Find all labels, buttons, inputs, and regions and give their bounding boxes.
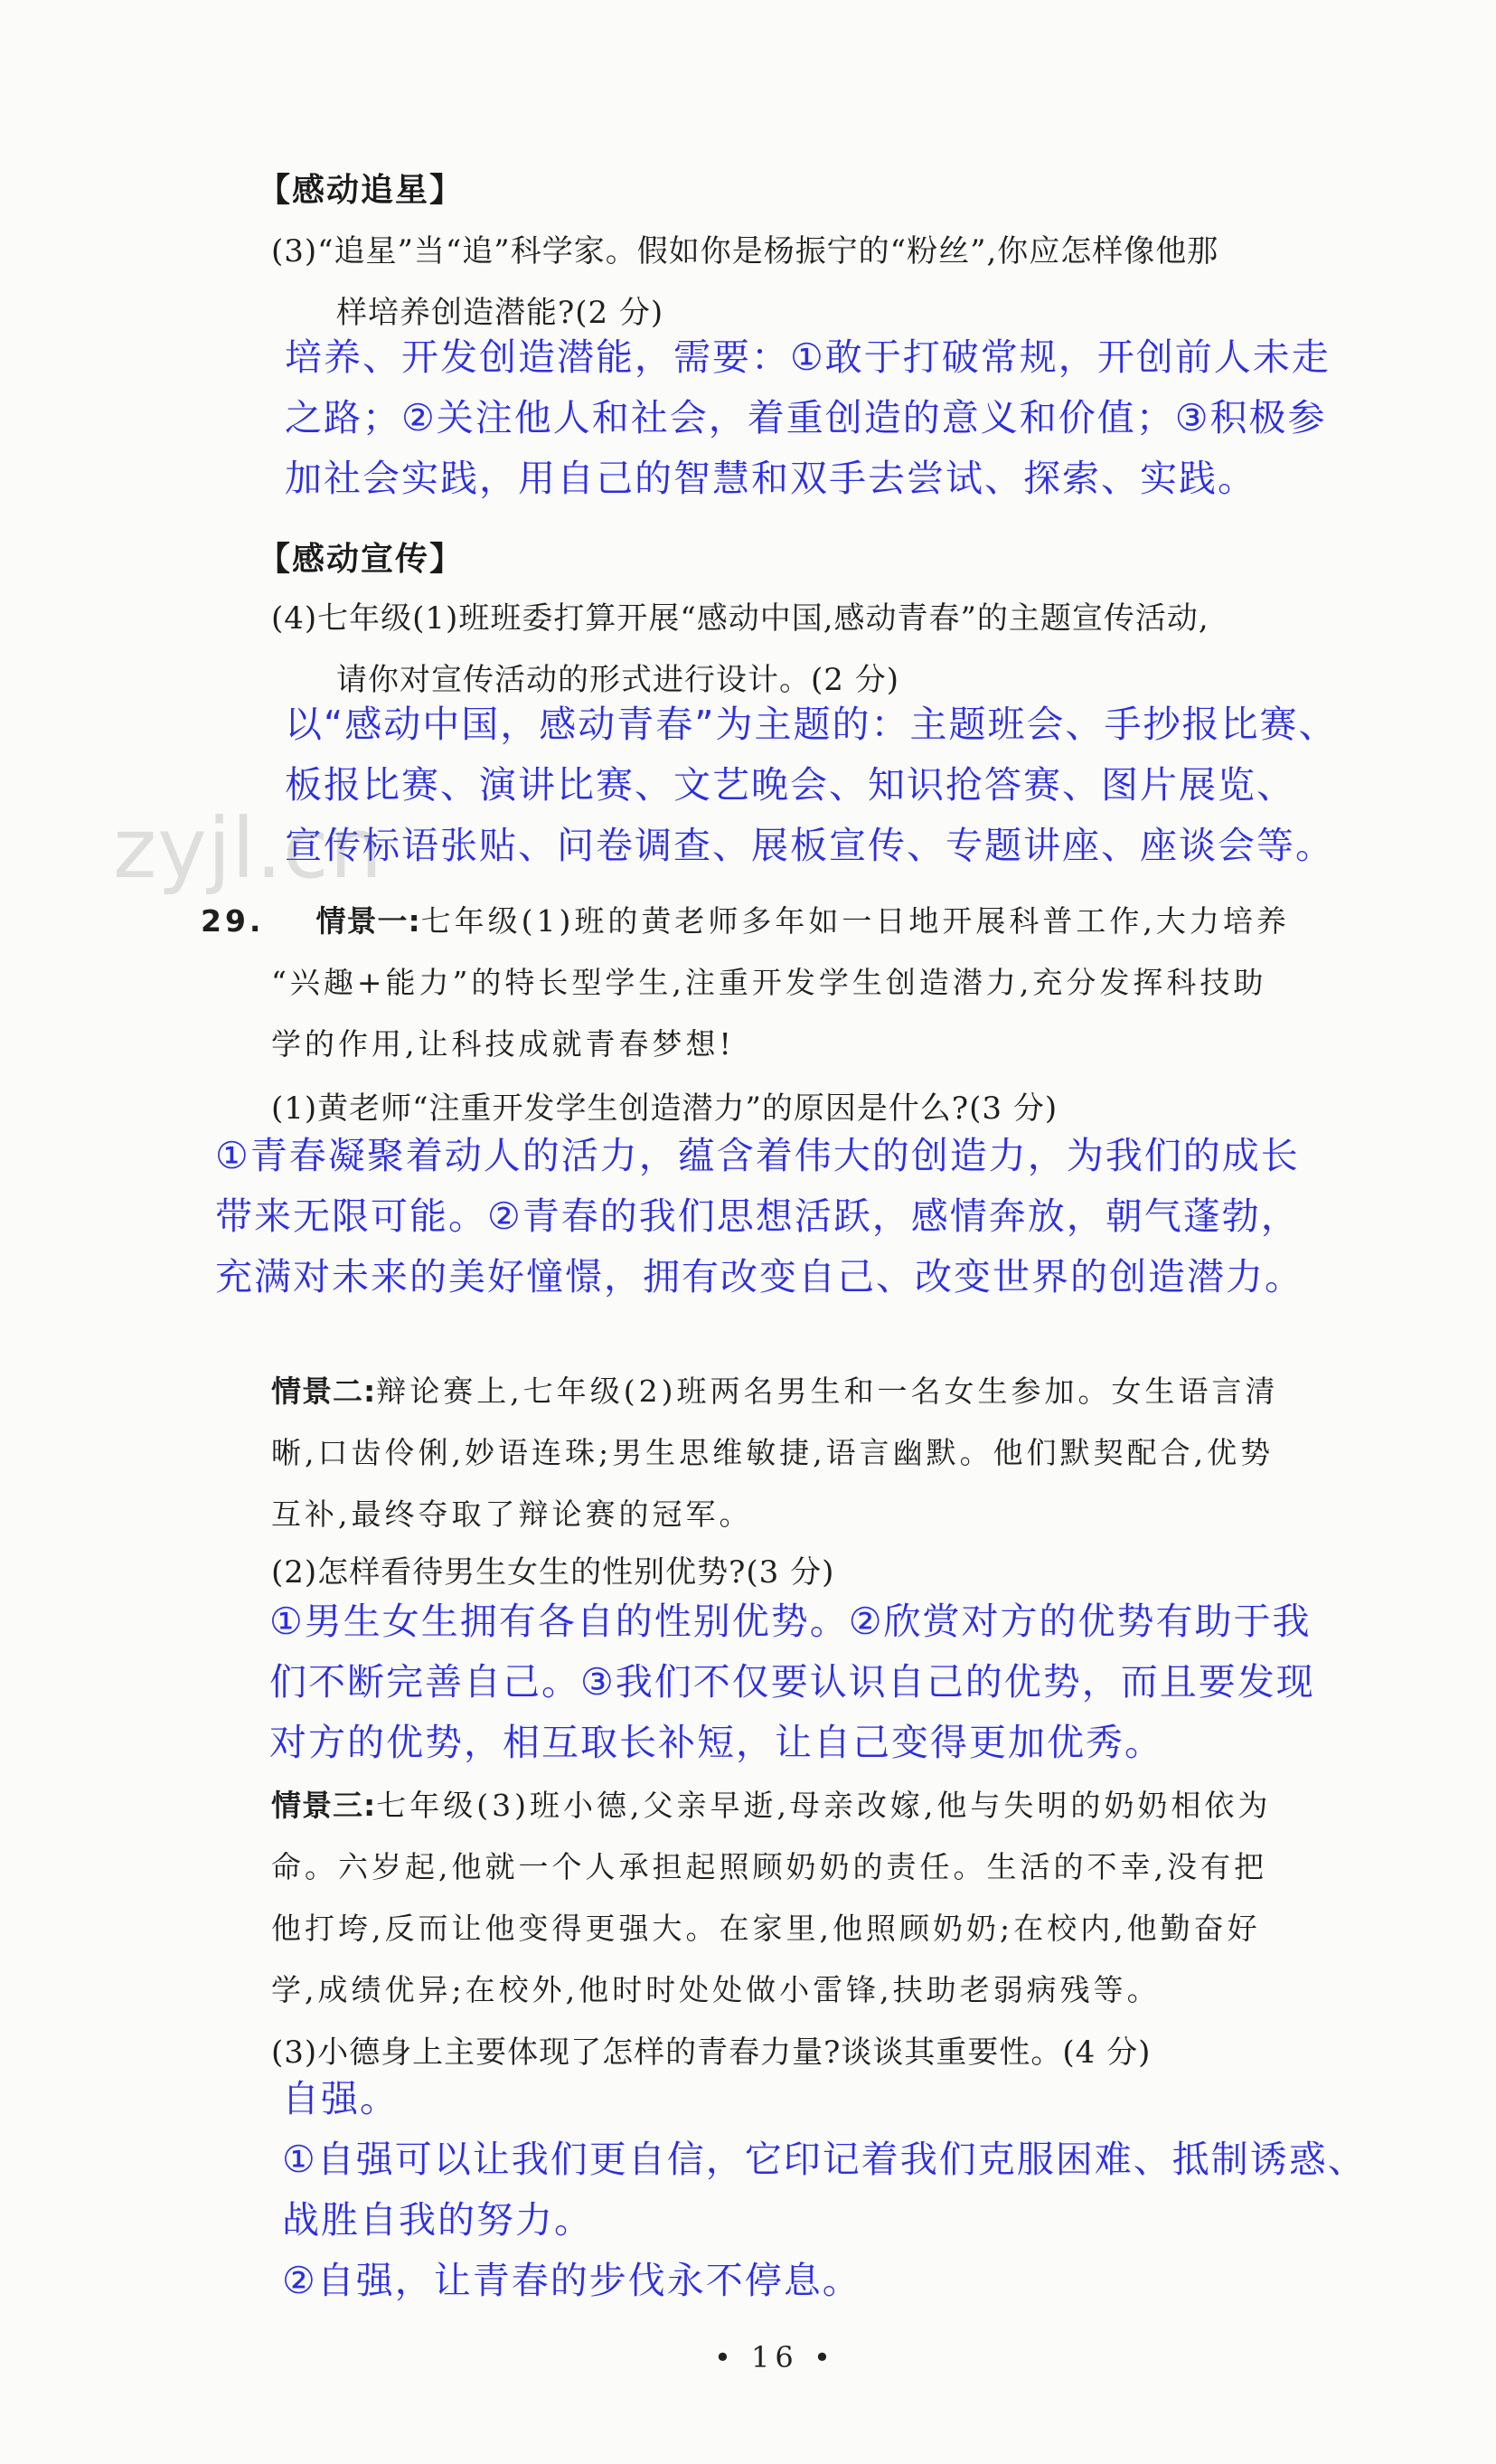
question-4 bbox=[271, 588, 1209, 711]
question-line: 请你对宣传活动的形式进行设计。(2 分) bbox=[336, 662, 899, 698]
question-line: 样培养创造潜能?(2 分) bbox=[336, 295, 664, 331]
scene-3 bbox=[271, 1775, 1271, 2021]
watermark: zyjl.cn bbox=[113, 800, 383, 897]
question-number: 29. bbox=[201, 903, 265, 939]
answer-line: 自强。 bbox=[282, 2077, 399, 2120]
answer-line: ①自强可以让我们更自信，它印记着我们克服困难、抵制诱惑、 bbox=[282, 2138, 1367, 2181]
page-number: • 16 • bbox=[714, 2340, 836, 2374]
answer-line: 板报比赛、演讲比赛、文艺晚会、知识抢答赛、图片展览、 bbox=[285, 763, 1295, 807]
answer-line: 们不断完善自己。③我们不仅要认识自己的优势，而且要发现 bbox=[269, 1660, 1315, 1704]
answer-line: 之路；②关注他人和社会，着重创造的意义和价值；③积极参 bbox=[285, 396, 1327, 439]
scene-2 bbox=[271, 1361, 1278, 1545]
scene-label: 情景三: bbox=[271, 1788, 377, 1823]
scene-text-line: 晰,口齿伶俐,妙语连珠;男生思维敏捷,语言幽默。他们默契配合,优势 bbox=[271, 1435, 1275, 1470]
scene-text-line: “兴趣+能力”的特长型学生,注重开发学生创造潜力,充分发挥科技助 bbox=[271, 965, 1267, 1000]
answer-line: ①男生女生拥有各自的性别优势。②欣赏对方的优势有助于我 bbox=[269, 1600, 1312, 1643]
question-line: (4)七年级(1)班班委打算开展“感动中国,感动青春”的主题宣传活动, bbox=[271, 600, 1209, 637]
answer-line: 培养、开发创造潜能，需要：①敢于打破常规，开创前人未走 bbox=[285, 335, 1331, 379]
scene-text-line: 七年级(1)班的黄老师多年如一日地开展科普工作,大力培养 bbox=[420, 903, 1290, 939]
scene-text-line: 互补,最终夺取了辩论赛的冠军。 bbox=[271, 1496, 753, 1532]
answer-29-3 bbox=[282, 2069, 1367, 2311]
answer-line: 对方的优势，相互取长补短，让自己变得更加优秀。 bbox=[269, 1721, 1163, 1764]
answer-line: 战胜自我的努力。 bbox=[282, 2198, 593, 2242]
question-line: (1)黄老师“注重开发学生创造潜力”的原因是什么?(3 分) bbox=[271, 1090, 1058, 1127]
answer-4 bbox=[285, 694, 1337, 876]
answer-29-1 bbox=[215, 1126, 1303, 1308]
scene-text-line: 命。六岁起,他就一个人承担起照顾奶奶的责任。生活的不幸,没有把 bbox=[271, 1849, 1267, 1884]
section-heading-promo: 【感动宣传】 bbox=[258, 541, 465, 578]
answer-line: 充满对未来的美好憧憬，拥有改变自己、改变世界的创造潜力。 bbox=[215, 1255, 1303, 1298]
scene-text-line: 七年级(3)班小德,父亲早逝,母亲改嫁,他与失明的奶奶相依为 bbox=[376, 1788, 1272, 1823]
scene-label: 情景一: bbox=[315, 903, 421, 939]
question-line: (3)“追星”当“追”科学家。假如你是杨振宁的“粉丝”,你应怎样像他那 bbox=[271, 233, 1219, 269]
answer-line: ①青春凝聚着动人的活力，蕴含着伟大的创造力，为我们的成长 bbox=[215, 1134, 1300, 1177]
answer-29-2 bbox=[269, 1591, 1315, 1773]
scene-text-line: 辩论赛上,七年级(2)班两名男生和一名女生参加。女生语言清 bbox=[376, 1374, 1279, 1409]
scene-text-line: 学的作用,让科技成就青春梦想! bbox=[271, 1026, 735, 1062]
answer-line: 以“感动中国，感动青春”为主题的：主题班会、手抄报比赛、 bbox=[285, 703, 1338, 746]
scene-text-line: 学,成绩优异;在校外,他时时处处做小雷锋,扶助老弱病残等。 bbox=[271, 1972, 1161, 2007]
scene-1 bbox=[201, 891, 1290, 1075]
answer-line: 带来无限可能。②青春的我们思想活跃，感情奔放，朝气蓬勃， bbox=[215, 1194, 1300, 1238]
answer-line: ②自强，让青春的步伐永不停息。 bbox=[282, 2259, 861, 2302]
answer-line: 加社会实践，用自己的智慧和双手去尝试、探索、实践。 bbox=[285, 457, 1256, 500]
answer-line: 宣传标语张贴、问卷调查、展板宣传、专题讲座、座谈会等。 bbox=[285, 824, 1334, 867]
section-heading-fan: 【感动追星】 bbox=[258, 172, 465, 209]
question-line: (3)小德身上主要体现了怎样的青春力量?谈谈其重要性。(4 分) bbox=[271, 2034, 1152, 2071]
answer-3 bbox=[285, 327, 1331, 509]
question-3 bbox=[271, 221, 1218, 344]
scene-label: 情景二: bbox=[271, 1374, 377, 1409]
question-line: (2)怎样看待男生女生的性别优势?(3 分) bbox=[271, 1554, 835, 1591]
scene-text-line: 他打垮,反而让他变得更强大。在家里,他照顾奶奶;在校内,他勤奋好 bbox=[271, 1911, 1261, 1946]
